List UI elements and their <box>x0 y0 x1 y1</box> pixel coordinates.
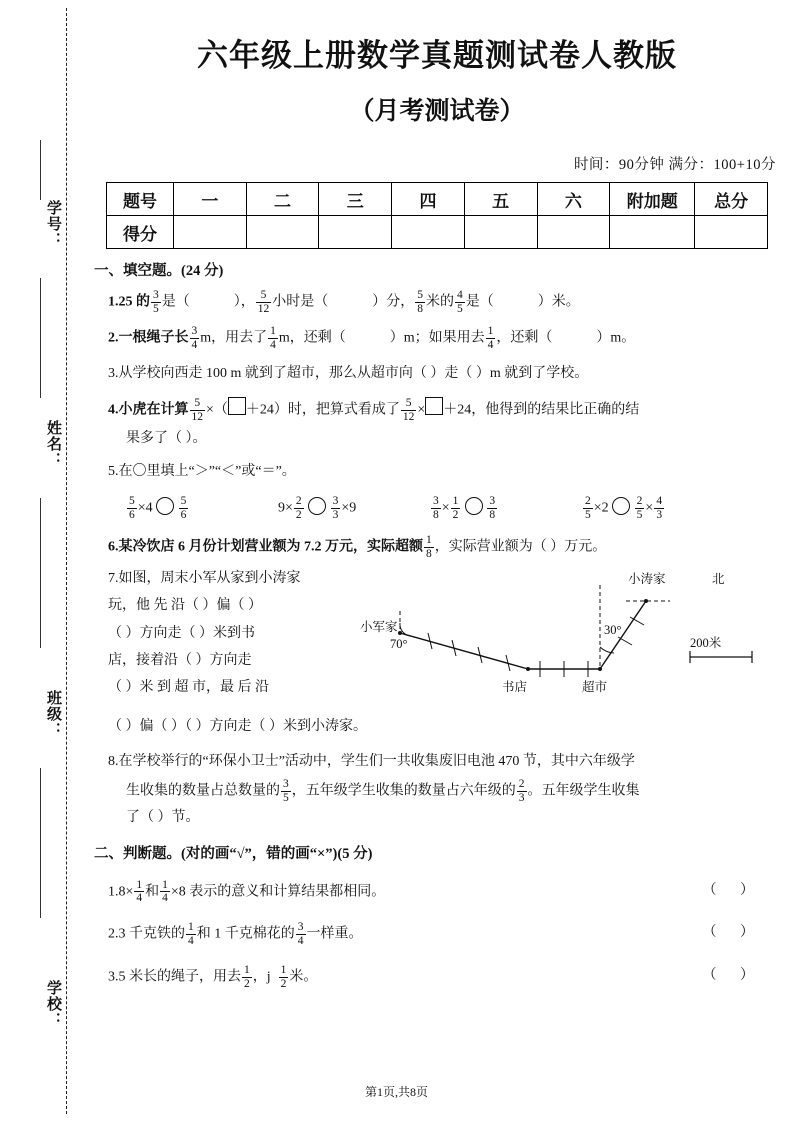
page-footer: 第1页,共8页 <box>364 1085 428 1099</box>
label-xiaotao-home: 小涛家 <box>628 572 666 587</box>
q8-frac-0: $\frac{3}{5}$ <box>283 777 289 804</box>
tf3-suffix: 米。 <box>289 969 318 985</box>
q6-part-a: 6.某冷饮店 6 月份计划营业额为 7.2 万元，实际超额 <box>108 539 423 555</box>
tf1-suffix: ×8 表示的意义和计算结果都相同。 <box>170 884 386 900</box>
score-row-label-points: 得分 <box>107 216 174 249</box>
tf2-frac: $\frac{1}{4}$ <box>188 921 194 948</box>
score-col-3: 三 <box>319 183 392 216</box>
score-cell[interactable] <box>392 216 465 249</box>
binding-dashed-line <box>66 8 67 1114</box>
q7-line-2: （ ）方向走（ ）米到书 <box>108 625 255 641</box>
cmp4-left-suffix: ×2 <box>593 500 609 516</box>
label-angle-70: 70° <box>390 637 408 652</box>
q4-part-e: ＋24，他得到的结果比正确的结 <box>443 402 640 418</box>
label-xiaojun-home: 小军家 <box>360 620 398 635</box>
question-7-figure <box>360 561 780 726</box>
question-7 <box>92 565 782 733</box>
q1-frac-3: $\frac{4}{5}$ <box>457 289 463 315</box>
q8-part-c: ，五年级学生收集的数量占六年级的 <box>291 783 516 799</box>
q1-part-6: 是（ <box>465 294 494 310</box>
q2-part-2: m，还剩（ <box>278 330 346 346</box>
tf3-frac: $\frac{1}{2}$ <box>244 964 250 990</box>
q4-part-d: × <box>417 402 426 418</box>
score-row-label: 题号 <box>107 183 174 216</box>
q6-part-b: ，实际营业额为（ ）万元。 <box>434 539 607 555</box>
cmp2-right-frac: $\frac{3}{3}$ <box>332 495 339 522</box>
score-col-bonus: 附加题 <box>610 183 695 216</box>
score-cell[interactable] <box>464 216 537 249</box>
compare-circle[interactable] <box>308 497 326 515</box>
cmp1-left-suffix: ×4 <box>137 500 153 516</box>
page-title: 六年级上册数学真题测试卷人教版 <box>197 38 677 73</box>
side-label-student-id: 学号： <box>45 200 61 248</box>
q2-part-3: ）m；如果用去 <box>389 330 485 346</box>
q1-frac-0: $\frac{3}{5}$ <box>153 289 159 315</box>
q1-part-2: ）， <box>233 294 255 310</box>
exam-meta: 时间：90分钟 满分：100+10分 <box>573 157 776 173</box>
tf-answer-paren[interactable]: （ ） <box>702 882 764 898</box>
q7-line-1: 玩，他 先 沿（ ）偏（ ） <box>108 598 262 614</box>
cmp3-left-suffix: × <box>441 500 450 516</box>
page-subtitle: （月考测试卷） <box>349 98 525 125</box>
tf3-mid: ，j <box>252 969 271 985</box>
score-cell[interactable] <box>537 216 610 249</box>
q2-part-5: ）m。 <box>596 330 636 346</box>
question-4 <box>108 397 782 424</box>
q2-frac-0: $\frac{3}{4}$ <box>191 325 198 352</box>
tf1-frac: $\frac{1}{4}$ <box>136 878 143 905</box>
q2-part-4: ，还剩（ <box>496 330 553 346</box>
score-col-2: 二 <box>246 183 319 216</box>
answer-box[interactable] <box>228 397 246 415</box>
compare-item-1 <box>126 495 278 522</box>
label-scale-200m: 200米 <box>690 636 722 651</box>
question-8-cont <box>126 778 782 805</box>
score-cell[interactable] <box>174 216 247 249</box>
side-rule <box>40 140 41 200</box>
q1-frac-2: $\frac{5}{8}$ <box>417 289 423 315</box>
side-label-school: 学校： <box>45 980 61 1028</box>
q1-part-1: 是（ <box>161 294 190 310</box>
q7-line-4: （ ）米 到 超 市，最 后 沿 <box>108 680 269 696</box>
q4-part-c: ＋24）时，把算式看成了 <box>245 402 400 418</box>
tf-item-1 <box>108 879 782 906</box>
q8-part-b: 生收集的数量占总数量的 <box>126 783 280 799</box>
exam-content <box>92 0 782 991</box>
tf3-frac2: $\frac{1}{2}$ <box>280 964 287 990</box>
score-col-total: 总分 <box>695 183 768 216</box>
score-col-1: 一 <box>174 183 247 216</box>
compare-circle[interactable] <box>612 497 630 515</box>
side-label-name: 姓名： <box>45 420 61 468</box>
question-1 <box>108 289 782 316</box>
tf2-suffix: 一样重。 <box>306 926 363 942</box>
question-8: 8.在学校举行的“环保小卫士”活动中，学生们一共收集废旧电池 470 节，其中六年级学 <box>108 754 635 770</box>
side-rule <box>40 768 41 918</box>
q4-frac-1: $\frac{5}{12}$ <box>402 396 415 423</box>
tf2-mid: 和 1 千克棉花的 <box>196 926 295 942</box>
tf1-mid: 和 <box>145 884 160 900</box>
cmp1-left-frac: $\frac{5}{6}$ <box>129 495 135 522</box>
compare-circle[interactable] <box>156 497 174 515</box>
question-2 <box>108 325 782 352</box>
score-table <box>106 182 768 249</box>
q1-part-4: ）分， <box>372 294 415 310</box>
cmp3-left-frac: $\frac{3}{8}$ <box>433 495 439 522</box>
question-4-cont: 果多了（ ）。 <box>126 431 207 447</box>
q1-part-7: ）米。 <box>537 294 580 310</box>
score-cell[interactable] <box>319 216 392 249</box>
q2-frac-1: $\frac{1}{4}$ <box>270 325 276 352</box>
side-label-class: 班级： <box>45 690 61 738</box>
section-1-heading: 一、填空题。(24 分) <box>94 263 224 279</box>
score-col-5: 五 <box>464 183 537 216</box>
q7-line-5: （ ）偏（ ）（ ）方向走（ ）米到小涛家。 <box>108 719 367 735</box>
label-north: 北 <box>712 572 725 587</box>
q4-part-a: 4.小虎在计算 <box>108 402 189 418</box>
cmp2-right-suffix: ×9 <box>341 500 357 516</box>
q2-part-1: m，用去了 <box>200 330 268 346</box>
table-row <box>107 216 768 249</box>
cmp3-left-frac2: $\frac{1}{2}$ <box>452 495 459 522</box>
score-cell[interactable] <box>695 216 768 249</box>
score-cell[interactable] <box>610 216 695 249</box>
compare-item-4 <box>582 495 734 522</box>
label-angle-30: 30° <box>604 623 622 638</box>
section-2-heading: 二、判断题。(对的画“√”，错的画“×”)(5 分) <box>94 845 373 862</box>
answer-box[interactable] <box>425 397 443 415</box>
tf2-prefix: 2.3 千克铁的 <box>108 926 185 942</box>
side-rule <box>40 278 41 398</box>
q1-part-0: 1.25 的 <box>108 294 150 310</box>
cmp4-right-frac: $\frac{2}{5}$ <box>636 495 643 522</box>
question-3: 3.从学校向西走 100 m 就到了超市，那么从超市向（ ）走（ ）m 就到了学校。 <box>108 366 589 382</box>
tf3-prefix: 3.5 米长的绳子，用去 <box>108 969 241 985</box>
q1-part-3: 小时是（ <box>272 294 329 310</box>
q6-frac: $\frac{1}{8}$ <box>426 534 432 560</box>
tf1-prefix: 1.8× <box>108 884 134 900</box>
q4-frac-0: $\frac{5}{12}$ <box>191 396 203 423</box>
cmp2-left-prefix: 9× <box>278 500 293 516</box>
label-bookstore: 书店 <box>502 680 528 695</box>
tf-item-3 <box>108 964 782 991</box>
question-5-comparisons <box>126 495 746 522</box>
cmp2-left-frac: $\frac{2}{2}$ <box>295 495 302 522</box>
q2-frac-2: $\frac{1}{4}$ <box>487 325 494 352</box>
side-label-column <box>18 0 64 1122</box>
table-row <box>107 183 768 216</box>
score-col-6: 六 <box>537 183 610 216</box>
score-cell[interactable] <box>246 216 319 249</box>
label-supermarket: 超市 <box>582 680 608 695</box>
compare-item-2 <box>278 495 430 522</box>
q1-part-5: 米的 <box>426 294 454 310</box>
cmp4-right-suffix: × <box>645 500 654 516</box>
q8-part-d: 。五年级学生收集 <box>527 783 640 799</box>
cmp1-right-frac: $\frac{5}{6}$ <box>180 495 187 522</box>
tf-answer-paren[interactable]: （ ） <box>702 968 764 983</box>
cmp4-left-frac: $\frac{2}{5}$ <box>585 495 591 522</box>
compare-item-3 <box>430 495 582 522</box>
question-5: 5.在〇里填上“＞”“＜”或“＝”。 <box>108 463 296 479</box>
tf-answer-paren[interactable]: （ ） <box>702 925 764 941</box>
tf1-frac2: $\frac{1}{4}$ <box>162 878 168 905</box>
q2-part-0: 2.一根绳子长 <box>108 330 189 346</box>
score-col-4: 四 <box>392 183 465 216</box>
question-6 <box>108 534 782 561</box>
compare-circle[interactable] <box>465 497 483 515</box>
q1-frac-1: $\frac{5}{12}$ <box>257 289 270 315</box>
question-7-text <box>108 565 358 701</box>
q4-part-b: ×（ <box>206 402 228 418</box>
q8-frac-1: $\frac{2}{3}$ <box>518 777 525 804</box>
cmp3-right-frac: $\frac{3}{8}$ <box>489 495 496 522</box>
tf-item-2 <box>108 921 782 948</box>
question-8-cont2: 了（ ）节。 <box>126 809 200 825</box>
tf2-frac2: $\frac{3}{4}$ <box>297 921 304 948</box>
cmp4-right-frac2: $\frac{4}{3}$ <box>656 495 663 522</box>
q7-line-3: 店，接着沿（ ）方向走 <box>108 653 252 669</box>
q7-line-0: 7.如图，周末小军从家到小涛家 <box>108 571 301 587</box>
side-rule <box>40 498 41 648</box>
